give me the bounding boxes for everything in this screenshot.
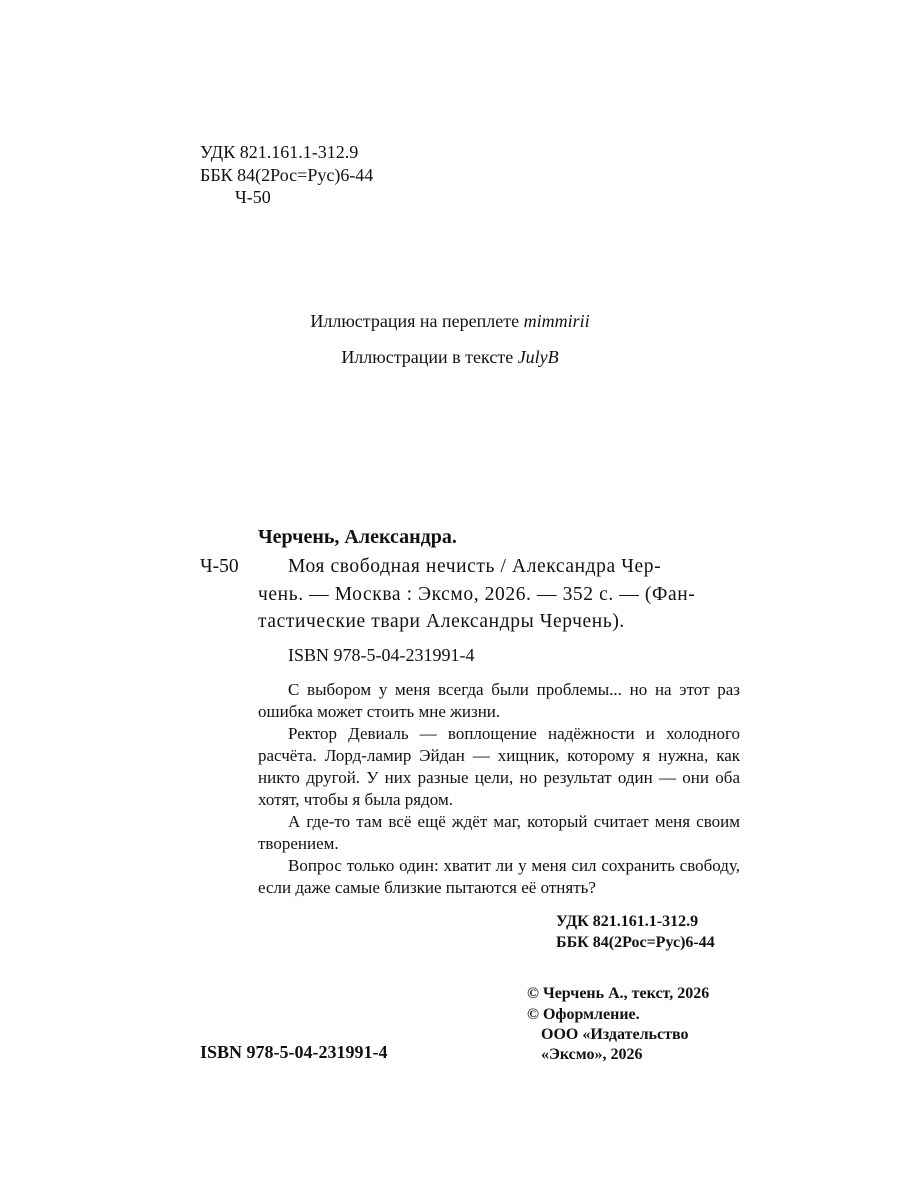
cover-illustration-credit <box>0 309 900 333</box>
footer-udk-code: УДК 821.161.1-312.9 <box>556 913 699 930</box>
text-illustration-credit <box>0 345 900 369</box>
bottom-isbn: ISBN 978-5-04-231991-4 <box>200 1042 388 1062</box>
copyright-design: © Оформление. <box>527 1006 640 1023</box>
copyright-text: © Черчень А., текст, 2026 <box>527 985 710 1002</box>
author-sign: Ч-50 <box>235 187 271 207</box>
udk-code: УДК 821.161.1-312.9 <box>200 142 359 162</box>
bbk-code: ББК 84(2Рос=Рус)6-44 <box>200 165 374 185</box>
catalog-line-2: чень. — Москва : Эксмо, 2026. — 352 с. — (Фан- <box>258 584 696 605</box>
annotation <box>258 679 740 899</box>
text-artist-name: JulyB <box>517 347 559 367</box>
catalog-isbn: ISBN 978-5-04-231991-4 <box>288 645 475 665</box>
catalog-line-3: тастические твари Александры Черчень). <box>258 611 625 632</box>
footer-bbk-code: ББК 84(2Рос=Рус)6-44 <box>556 934 715 951</box>
annotation-paragraph: Ректор Девиаль — воплощение надёжности и холодного расчёта. Лорд-ламир Эйдан — хищник, которому я нужна, как никто другой. У них разные цели, но результат один — они оба хотят, чтобы я была рядом. <box>258 724 740 809</box>
cover-artist-name: mimmirii <box>523 311 590 331</box>
catalog-author-heading: Черчень, Александра. <box>258 526 457 548</box>
annotation-paragraph: Вопрос только один: хватит ли у меня сил сохранить свободу, если даже самые близкие пытаются её отнять? <box>258 856 740 897</box>
text-credit-prefix: Иллюстрации в тексте <box>341 347 514 367</box>
catalog-line-1: Моя свободная нечисть / Александра Чер- <box>288 556 662 577</box>
copyright-publisher-year: «Эксмо», 2026 <box>541 1046 643 1063</box>
cover-credit-prefix: Иллюстрация на переплете <box>310 311 520 331</box>
annotation-paragraph: С выбором у меня всегда были проблемы... но на этот раз ошибка может стоить мне жизни. <box>258 680 740 721</box>
annotation-paragraph: А где-то там всё ещё ждёт маг, который считает меня своим творением. <box>258 812 740 853</box>
copyright-publisher: ООО «Издательство <box>541 1026 689 1043</box>
catalog-author-sign: Ч-50 <box>200 556 239 577</box>
